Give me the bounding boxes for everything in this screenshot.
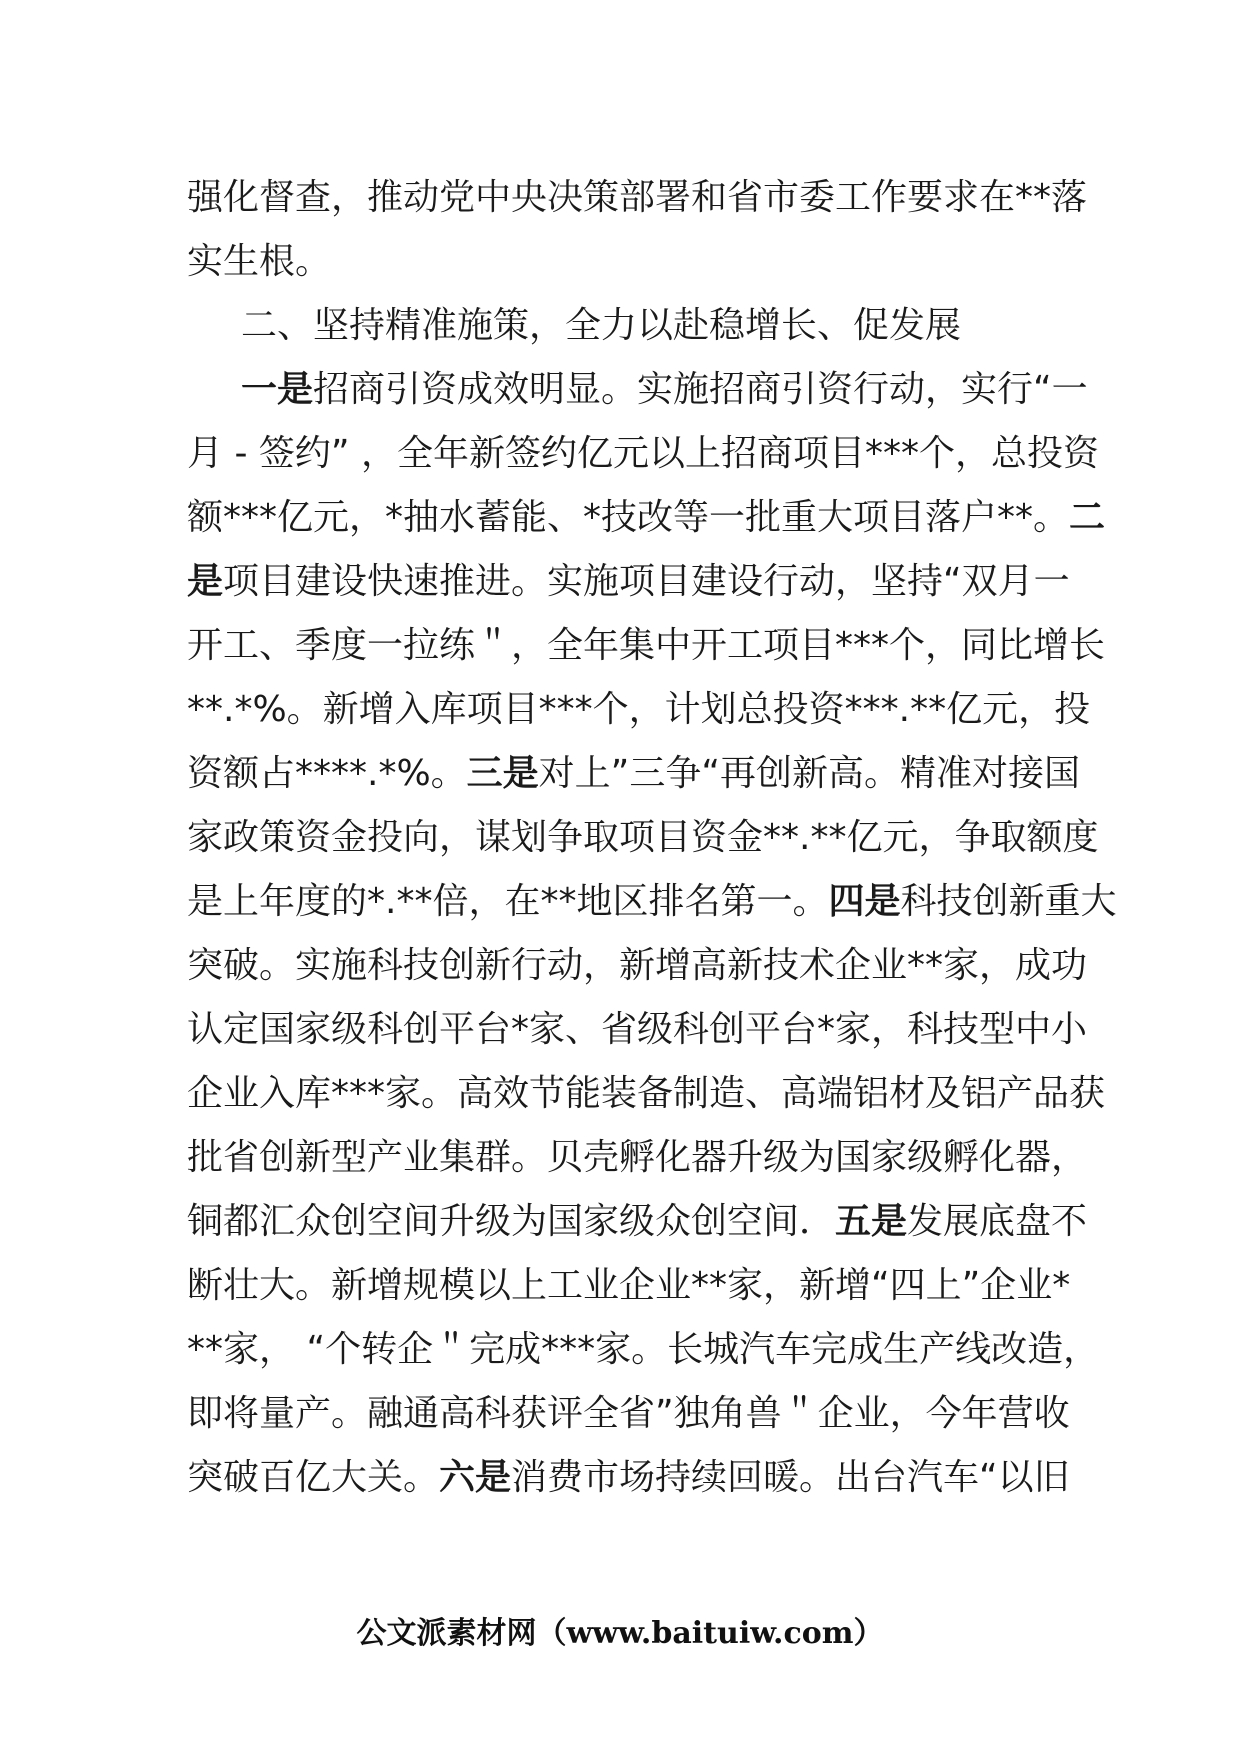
body-text: **.*%。新增入库项目***个，计划总投资***.**亿元，投 [187,689,1091,730]
bold-lead-text: 是 [187,561,224,602]
text-line [187,294,1087,358]
bold-lead-text: 三是 [466,753,539,794]
body-text: 断壮大。新增规模以上工业企业**家，新增“四上”企业* [187,1265,1071,1306]
body-text: 突破百亿大关。 [187,1457,440,1498]
body-text: 企业入库***家。高效节能装备制造、高端铝材及铝产品获 [187,1073,1106,1114]
footer-watermark: 公文派素材网（www.baituiw.com） [356,1616,884,1651]
text-line [187,1190,1087,1254]
text-line [187,678,1091,742]
body-text: 强化督查，推动党中央决策部署和省市委工作要求在**落 [187,177,1088,218]
body-text: 是上年度的*.**倍，在**地区排名第一。 [187,881,829,922]
bold-lead-text: 四是 [828,881,901,922]
bold-lead-text: 五是 [835,1201,908,1242]
body-text: 科技创新重大 [900,881,1117,922]
text-line [187,1126,1087,1190]
body-text: 即将量产。融通高科获评全省”独角兽＂企业，今年营收 [187,1393,1070,1434]
bold-lead-text: 二 [1069,497,1106,538]
text-line [187,422,1099,486]
text-line [187,1254,1087,1318]
body-text: 项目建设快速推进。实施项目建设行动，坚持“双月一 [223,561,1070,602]
text-line [187,1318,1100,1382]
text-line [187,934,1087,998]
text-line [187,998,1087,1062]
document-body [187,166,1117,1510]
bold-lead-text: 一是 [241,369,314,410]
body-text: 月 - 签约” ，全年新签约亿元以上招商项目***个，总投资 [187,433,1099,474]
text-line [187,614,1106,678]
text-line [187,742,1087,806]
text-line [187,1382,1087,1446]
text-line [187,870,1117,934]
text-line [187,486,1106,550]
body-text: 消费市场持续回暖。出台汽车“以旧 [511,1457,1070,1498]
body-text: 发展底盘不 [907,1201,1088,1242]
text-line [187,358,1087,422]
body-text: 家政策资金投向，谋划争取项目资金**.**亿元，争取额度 [187,817,1099,858]
body-text: **家， “个转企＂完成***家。长城汽车完成生产线改造， [187,1329,1100,1370]
text-line [187,1062,1106,1126]
body-text: 招商引资成效明显。实施招商引资行动，实行“一 [313,369,1088,410]
body-text: 额***亿元，*抽水蓄能、*技改等一批重大项目落户**。 [187,497,1070,538]
body-text: 认定国家级科创平台*家、省级科创平台*家，科技型中小 [187,1009,1088,1050]
body-text: 铜都汇众创空间升级为国家级众创空间． [187,1201,836,1242]
bold-lead-text: 六是 [439,1457,512,1498]
text-line [187,230,1087,294]
body-text: 开工、季度一拉练＂，全年集中开工项目***个，同比增长 [187,625,1106,666]
text-line [187,806,1099,870]
body-text: 实生根。 [187,241,332,282]
text-line [187,166,1087,230]
body-text: 对上”三争“再创新高。精准对接国 [538,753,1080,794]
body-text: 二、坚持精准施策，全力以赴稳增长、促发展 [241,305,962,346]
body-text: 突破。实施科技创新行动，新增高新技术企业**家，成功 [187,945,1088,986]
text-line [187,550,1087,614]
body-text: 批省创新型产业集群。贝壳孵化器升级为国家级孵化器， [187,1137,1088,1178]
text-line [187,1446,1087,1510]
body-text: 资额占****.*%。 [187,753,467,794]
